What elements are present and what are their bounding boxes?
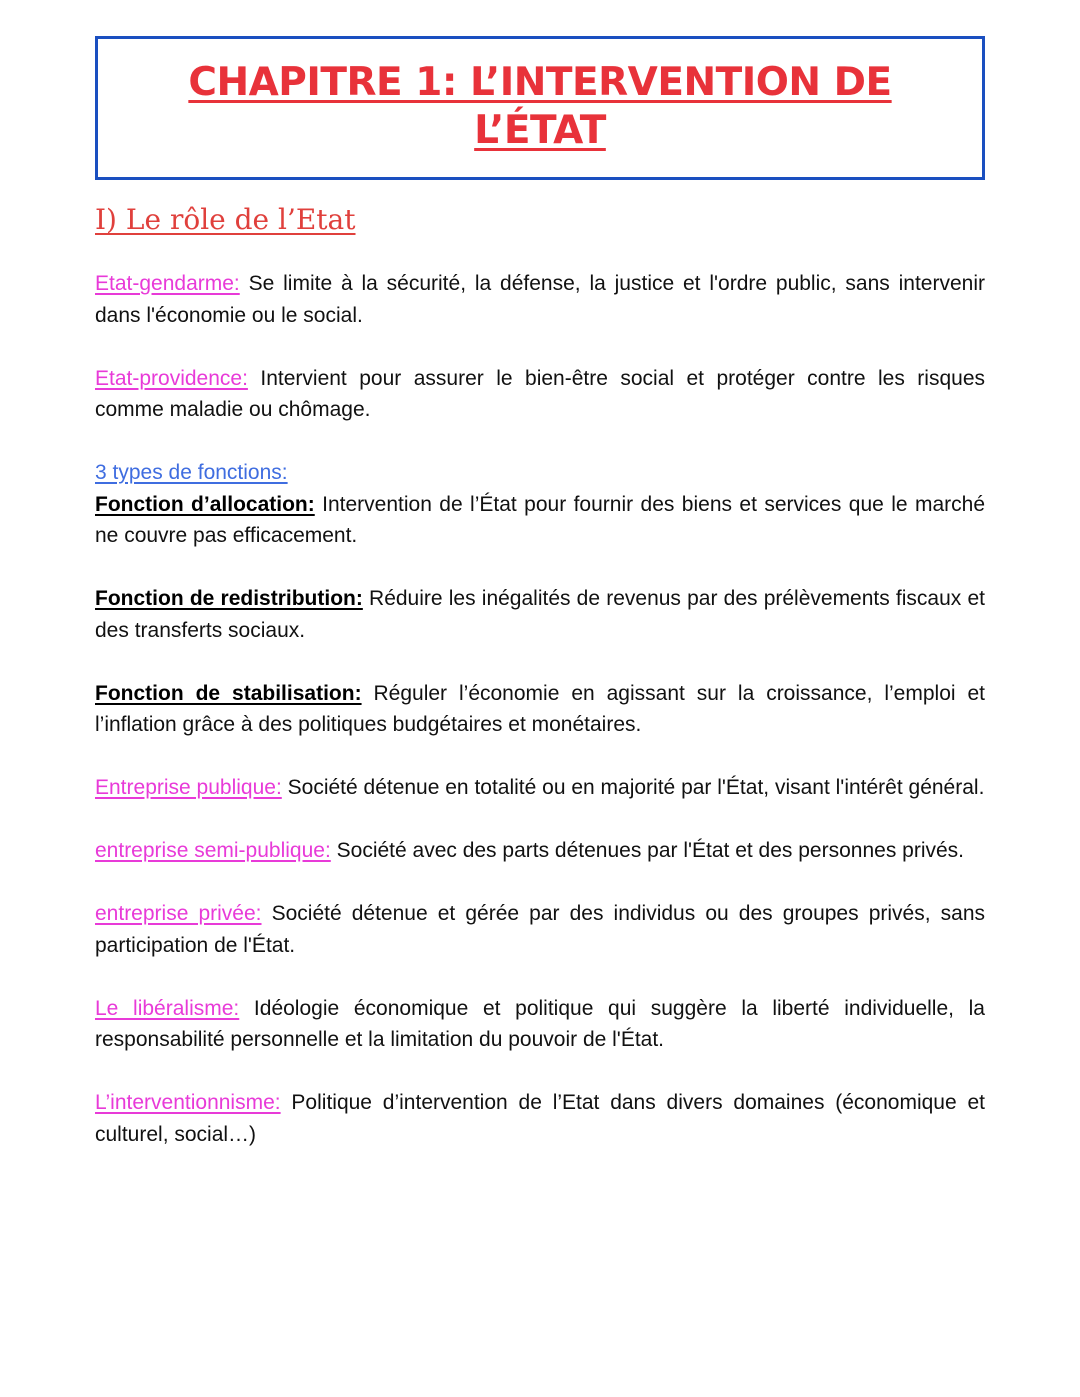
section-heading: I) Le rôle de l’Etat xyxy=(95,203,356,236)
functions-heading xyxy=(95,457,985,489)
term: entreprise semi-publique: xyxy=(95,839,331,862)
definition-interventionnisme xyxy=(95,1087,985,1150)
definition: Société avec des parts détenues par l'État et des personnes privés. xyxy=(330,839,965,862)
term: Etat-gendarme: xyxy=(95,272,240,295)
definition-liberalisme xyxy=(95,993,985,1056)
term: L’interventionnisme: xyxy=(95,1091,281,1114)
definition-entreprise-semi-publique xyxy=(95,835,985,867)
term: entreprise privée: xyxy=(95,902,262,925)
definition-entreprise-privee xyxy=(95,898,985,961)
definition: Société détenue et gérée par des individus ou des groupes privés, sans participation de l'État. xyxy=(95,902,986,957)
document-body xyxy=(95,268,985,1182)
definition: Intervention de l’État pour fournir des biens et services que le marché ne couvre pas efficacement. xyxy=(95,492,985,547)
definition: Intervient pour assurer le bien-être social et protéger contre les risques comme maladie ou chômage. xyxy=(95,366,985,421)
term: Le libéralisme: xyxy=(95,996,240,1020)
chapter-title xyxy=(98,39,982,155)
term: Fonction de redistribution: xyxy=(95,587,363,610)
title-line-2: L’ÉTAT xyxy=(474,108,606,153)
definition-allocation xyxy=(95,489,985,552)
definition-redistribution xyxy=(95,583,985,646)
title-box xyxy=(95,36,985,180)
definition: Réguler l’économie en agissant sur la croissance, l’emploi et l’inflation grâce à des politiques budgétaires et monétaires. xyxy=(95,681,985,736)
definition-stabilisation xyxy=(95,678,985,741)
definition: Idéologie économique et politique qui suggère la liberté individuelle, la responsabilité personnelle et la limitation du pouvoir de l'État. xyxy=(95,996,985,1051)
definition: Se limite à la sécurité, la défense, la justice et l'ordre public, sans intervenir dans l'économie ou le social. xyxy=(95,272,985,327)
term: Fonction de stabilisation: xyxy=(95,681,362,705)
definition: Réduire les inégalités de revenus par des prélèvements fiscaux et des transferts sociaux. xyxy=(95,587,985,642)
definition-etat-gendarme xyxy=(95,268,985,331)
definition: Politique d’intervention de l’Etat dans divers domaines (économique et culturel, social…) xyxy=(95,1091,985,1146)
title-line-1: CHAPITRE 1: L’INTERVENTION DE xyxy=(188,60,892,105)
term: Etat-providence: xyxy=(95,366,248,390)
definition-entreprise-publique xyxy=(95,772,985,804)
term: 3 types de fonctions: xyxy=(95,461,288,484)
definition-etat-providence xyxy=(95,363,985,426)
term: Entreprise publique: xyxy=(95,776,282,799)
definition: Société détenue en totalité ou en majorité par l'État, visant l'intérêt général. xyxy=(281,776,985,799)
term: Fonction d’allocation: xyxy=(95,492,315,516)
